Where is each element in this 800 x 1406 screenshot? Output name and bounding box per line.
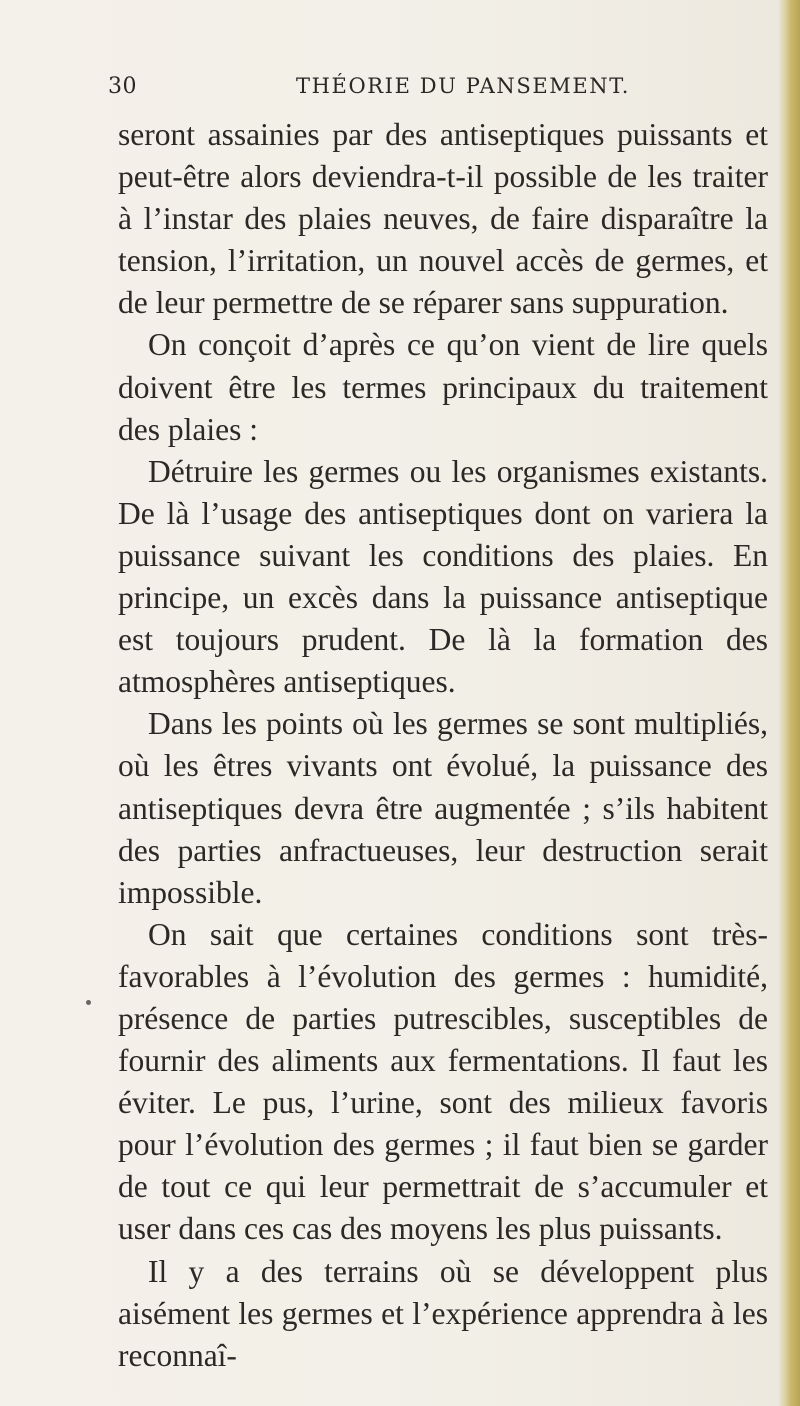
paragraph-4: Dans les points où les germes se sont multipliés, où les êtres vivants ont évolué, la puissance des antiseptiques devra être augmentée ; s’ils habitent des parties anfractueuses, leur destruction serait impossible. xyxy=(118,706,768,910)
body-text xyxy=(118,114,768,1377)
page-edge xyxy=(778,0,800,1406)
paragraph-3: Détruire les germes ou les organismes existants. De là l’usage des antiseptiques dont on variera la puissance suivant les conditions des plaies. En principe, un excès dans la puissance antiseptique est toujours prudent. De là la formation des atmosphères antiseptiques. xyxy=(118,453,768,700)
paragraph-6: Il y a des terrains où se développent plus aisément les germes et l’expérience apprendra à les reconnaî- xyxy=(118,1253,768,1373)
paragraph-5: On sait que certaines conditions sont très-favorables à l’évolution des germes : humidité, présence de parties putrescibles, susceptibles de fournir des aliments aux fermentations. Il faut les éviter. Le pus, l’urine, sont des milieux favoris pour l’évolution des germes ; il faut bien se garder de tout ce qui leur permettrait de s’accumuler et user dans ces cas des moyens les plus puissants. xyxy=(118,916,768,1247)
page-header xyxy=(108,74,763,110)
running-title: THÉORIE DU PANSEMENT. xyxy=(296,74,631,98)
paragraph-2: On conçoit d’après ce qu’on vient de lire quels doivent être les termes principaux du traitement des plaies : xyxy=(118,327,768,447)
ink-speck xyxy=(86,1000,91,1005)
page-number: 30 xyxy=(108,74,137,99)
paragraph-1: seront assainies par des antiseptiques puissants et peut-être alors deviendra-t-il possible de les traiter à l’instar des plaies neuves, de faire disparaître la tension, l’irritation, un nouvel accès de germes, et de leur permettre de se réparer sans suppuration. xyxy=(118,117,768,321)
